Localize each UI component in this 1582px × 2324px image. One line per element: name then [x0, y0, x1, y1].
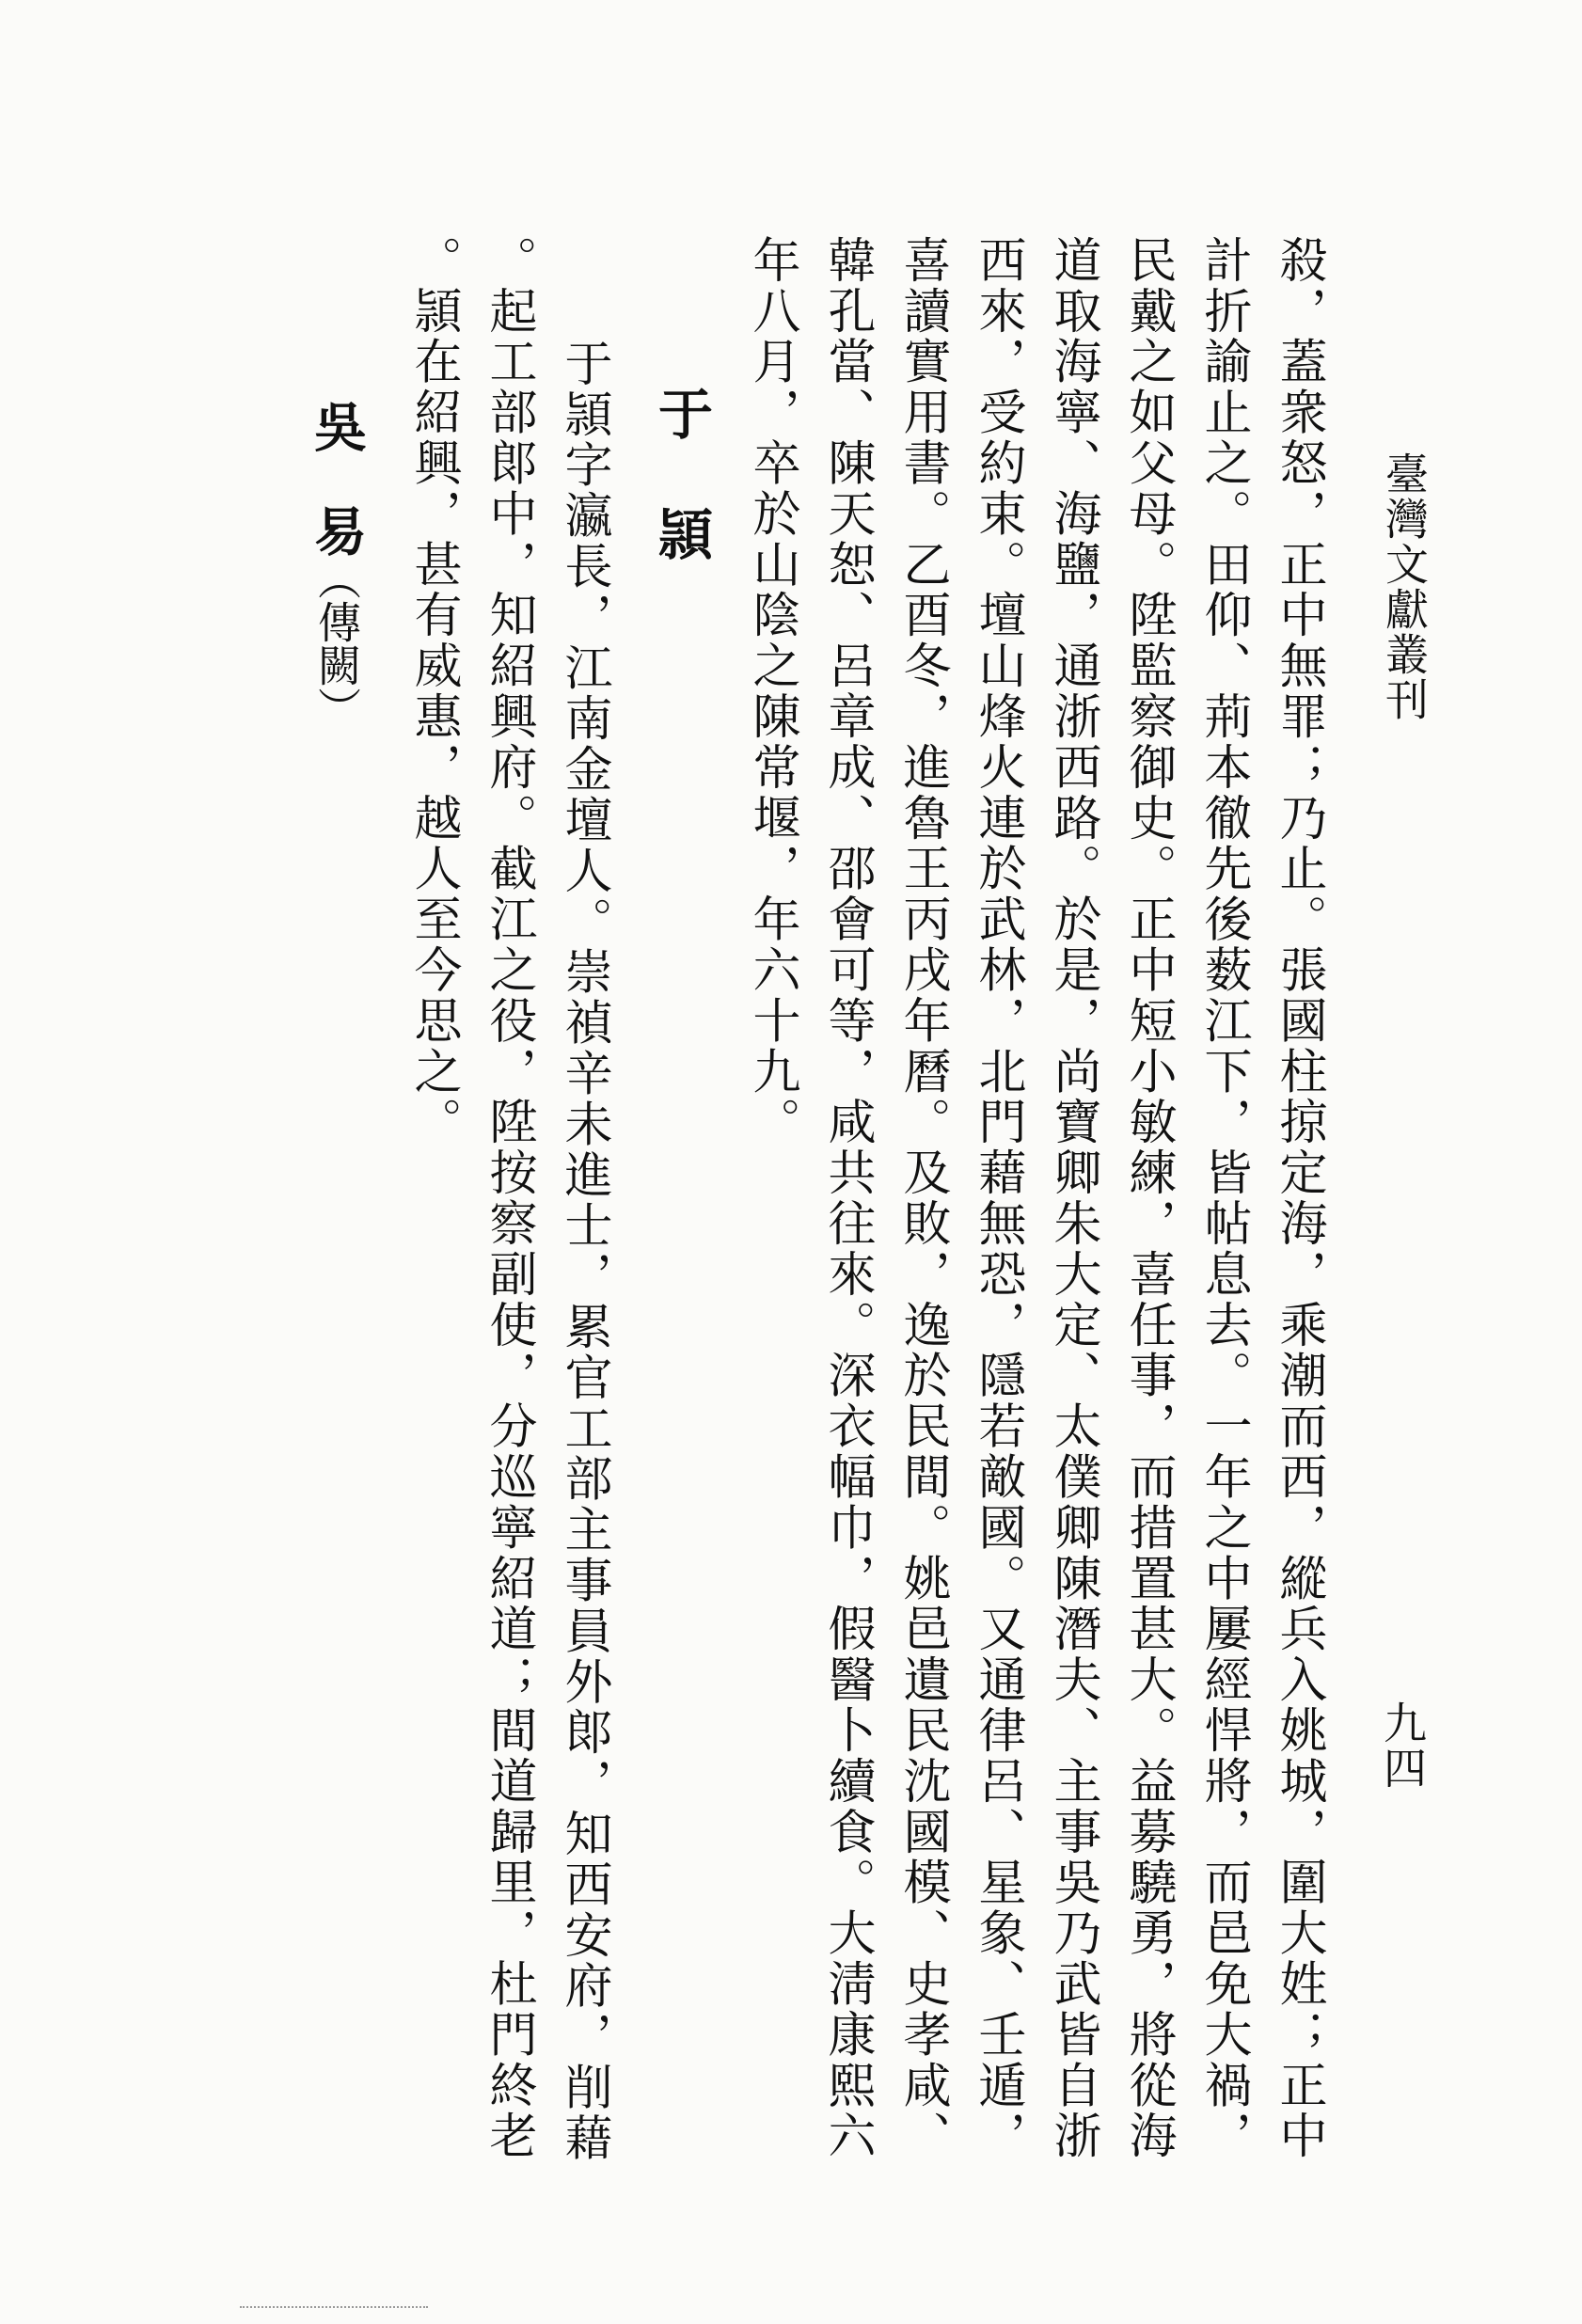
page-number: 九四: [1377, 1700, 1428, 1791]
section-heading: [649, 386, 713, 561]
text-column: 。頴在紹興，甚有威惠，越人至今思之。: [405, 235, 461, 1148]
text-column: 。起工部郞中，知紹興府。截江之役，陞按察副使，分巡寧紹道；間道歸里，杜門終老: [481, 235, 536, 2162]
text-column: 年八月，卒於山陰之陳常堰，年六十九。: [744, 235, 799, 1148]
section-heading-char: 頴: [649, 506, 713, 561]
section-heading-char: 吳: [306, 400, 368, 452]
text-column: 殺，蓋衆怒，正中無罪；乃止。張國柱掠定海，乘潮而西，縱兵入姚城，圍大姓；正中: [1271, 235, 1326, 2162]
section-heading: [306, 400, 368, 730]
section-heading-char: 易: [306, 504, 368, 557]
text-column: 民戴之如父母。陞監察御史。正中短小敏練，喜任事，而措置甚大。益募驍勇，將從海: [1120, 235, 1176, 2162]
text-column: 于頴字瀛長，江南金壇人。崇禎辛未進士，累官工部主事員外郞，知西安府，削藉: [556, 339, 611, 2164]
footer-mark: [240, 2306, 428, 2314]
text-column: 韓孔當、陳天恕、呂章成、邵會可等，咸共往來。深衣幅巾，假醫卜續食。大淸康熙六: [819, 235, 875, 2162]
section-heading-char: 于: [649, 386, 713, 440]
text-column: 計折諭止之。田仰、荊本徹先後薮江下，皆帖息去。一年之中屢經悍將，而邑免大禍，: [1195, 235, 1251, 2162]
text-column: 西來，受約束。壇山烽火連於武林，北門藉無恐，隱若敵國。又通律呂、星象、壬遁，: [970, 235, 1025, 2162]
section-note: （傳闕）: [311, 557, 362, 730]
journal-title: 臺灣文獻叢刊: [1379, 451, 1430, 722]
text-column: 道取海寧、海鹽，通浙西路。於是，尚寶卿朱大定、太僕卿陳潛夫、主事吳乃武皆自浙: [1045, 235, 1100, 2162]
text-column: 喜讀實用書。乙酉冬，進魯王丙戌年曆。及敗，逸於民間。姚邑遺民沈國模、史孝咸、: [894, 235, 950, 2162]
